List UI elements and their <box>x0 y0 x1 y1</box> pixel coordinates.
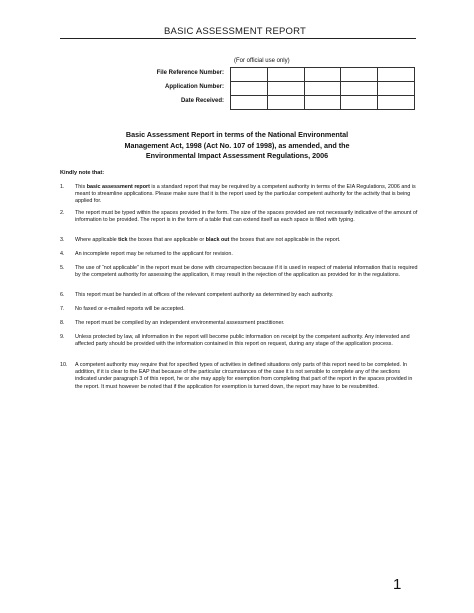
page-number: 1 <box>393 576 402 593</box>
grid-cell[interactable] <box>231 82 268 96</box>
date-received-label: Date Received: <box>180 98 224 104</box>
item-text: Where applicable tick the boxes that are applicable or black out the boxes that are not applicable in the report. <box>75 237 341 243</box>
item-number: 3. <box>60 237 65 243</box>
header-title: BASIC ASSESSMENT REPORT <box>164 26 307 37</box>
item-number: 7. <box>60 306 65 312</box>
grid-cell[interactable] <box>341 82 378 96</box>
grid-cell[interactable] <box>341 96 378 110</box>
item-text: The report must be compiled by an independent environmental assessment practitioner. <box>75 320 285 326</box>
item-number: 10. <box>60 362 68 368</box>
grid-cell[interactable] <box>378 68 415 82</box>
item-text: This report must be handed in at offices of the relevant competent authority as determined by each authority. <box>75 292 334 298</box>
file-reference-label: File Reference Number: <box>156 70 224 76</box>
grid-cell[interactable] <box>268 82 305 96</box>
grid-cell[interactable] <box>305 96 342 110</box>
title-line: Environmental Impact Assessment Regulations, 2006 <box>145 151 329 161</box>
title-line: Management Act, 1998 (Act No. 107 of 1998), as amended, and the <box>124 140 350 150</box>
official-use-note: (For official use only) <box>234 58 290 64</box>
item-number: 5. <box>60 265 65 271</box>
grid-cell[interactable] <box>231 96 268 110</box>
official-use-grid[interactable] <box>230 67 415 110</box>
item-text: An incomplete report may be returned to the applicant for revision. <box>75 251 233 257</box>
item-number: 9. <box>60 334 65 340</box>
grid-cell[interactable] <box>341 68 378 82</box>
header-rule <box>60 38 416 39</box>
document-title <box>78 130 396 162</box>
item-number: 8. <box>60 320 65 326</box>
grid-cell[interactable] <box>305 68 342 82</box>
grid-cell[interactable] <box>378 96 415 110</box>
item-text: A competent authority may require that for specified types of activities in defined situations only parts of this report need to be completed. In addition, if it is clear to the EAP that because of the particular circumstances of the case it is not sensible to complete any of the sections indicated under paragraph 3 of this report, he or she may apply for exemption from completing that part of the report in the spaces provided in the report. It must however be noted that if the application for exemption is turned down, the report may have to be resubmitted. <box>75 362 413 390</box>
item-number: 6. <box>60 292 65 298</box>
item-text: The report must be typed within the spaces provided in the form. The size of the spaces provided are not necessarily indicative of the amount of information to be provided. The report is in the form of a table that can extend itself as each space is filled with typing. <box>75 210 418 224</box>
kindly-note-heading: Kindly note that: <box>60 170 105 176</box>
grid-cell[interactable] <box>268 68 305 82</box>
grid-cell[interactable] <box>378 82 415 96</box>
item-text: Unless protected by law, all information in the report will become public information on receipt by the competent authority. Any interested and affected party should be provided with the information contained in this report on request, during any stage of the application process. <box>75 334 410 348</box>
item-text: This basic assessment report is a standard report that may be required by a competent authority in terms of the EIA Regulations, 2006 and is meant to streamline applications. Please make sure that it is the report used by the particular competent authority for the activity that is being applied for. <box>75 184 416 205</box>
grid-cell[interactable] <box>305 82 342 96</box>
title-line: Basic Assessment Report in terms of the National Environmental <box>125 130 349 139</box>
item-text: The use of “not applicable” in the report must be done with circumspection because if it is used in respect of material information that is required by the competent authority for assessing the application, it may result in the rejection of the application as provided for in the regulations. <box>75 265 418 279</box>
grid-cell[interactable] <box>231 68 268 82</box>
item-number: 4. <box>60 251 65 257</box>
item-number: 1. <box>60 184 65 190</box>
item-number: 2. <box>60 210 65 216</box>
application-number-label: Application Number: <box>164 84 224 90</box>
grid-cell[interactable] <box>268 96 305 110</box>
item-text: No faxed or e-mailed reports will be accepted. <box>75 306 185 312</box>
